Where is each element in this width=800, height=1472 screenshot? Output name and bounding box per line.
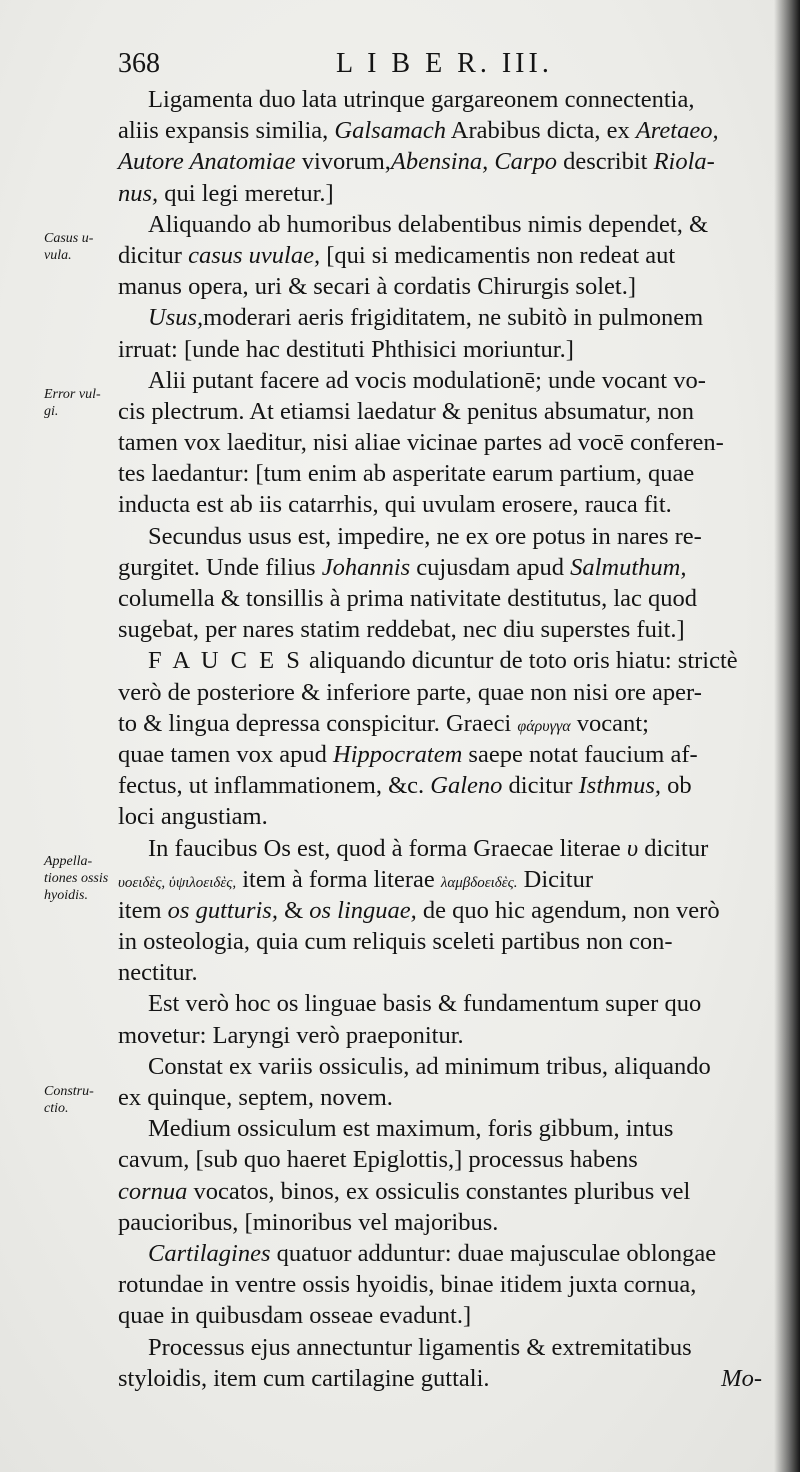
text-line: aliis expansis similia, Galsamach Arabibus dicta, ex Aretaeo, [118, 117, 719, 145]
text-line: item os gutturis, & os linguae, de quo hic agendum, non verò [118, 896, 720, 924]
text-line: quae tamen vox apud Hippocratem saepe notat faucium af- [118, 740, 698, 768]
margin-note-error-vulgi: Error vul- gi. [44, 387, 101, 419]
text-line: Est verò hoc os linguae basis & fundamentum super quo [148, 990, 702, 1018]
text-line: υοειδὲς, ὑψιλοειδὲς, item à forma literae λαμβδοειδὲς. Dicitur [118, 865, 594, 893]
text-line: In faucibus Os est, quod à forma Graecae literae υ dicitur [148, 834, 709, 862]
text-line: to & lingua depressa conspicitur. Graeci φάρυγγα vocant; [118, 709, 649, 737]
text-line: Processus ejus annectuntur ligamentis & extremitatibus [148, 1333, 692, 1361]
text-line: rotundae in ventre ossis hyoidis, binae itidem juxta cornua, [118, 1271, 697, 1299]
text-line: Constat ex variis ossiculis, ad minimum tribus, aliquando [148, 1052, 711, 1080]
margin-note-appellationes: Appella- tiones ossis hyoidis. [44, 854, 109, 903]
text-line: cornua vocatos, binos, ex ossiculis constantes pluribus vel [118, 1177, 691, 1205]
text-body [118, 84, 766, 1394]
margin-note-casus-uvulae: Casus u- vula. [44, 231, 94, 263]
text-line: ex quinque, septem, novem. [118, 1084, 393, 1111]
text-line: nectitur. [118, 959, 198, 987]
text-line: Aliquando ab humoribus delabentibus nimis dependet, & [148, 210, 709, 238]
text-line: movetur: Laryngi verò praeponitur. [118, 1021, 464, 1049]
text-line: Autore Anatomiae vivorum,Abensina, Carpo describit Riola- [118, 148, 715, 176]
margin-note-constructio: Constru- ctio. [44, 1084, 94, 1116]
text-line: verò de posteriore & inferiore parte, quae non nisi ore aper- [118, 678, 702, 706]
text-line: loci angustiam. [118, 803, 268, 831]
text-line: Medium ossiculum est maximum, foris gibbum, intus [148, 1115, 674, 1143]
text-line: Secundus usus est, impedire, ne ex ore potus in nares re- [148, 522, 702, 550]
text-line: manus opera, uri & secari à cordatis Chirurgis solet.] [118, 273, 636, 301]
text-line: F A U C E S aliquando dicuntur de toto oris hiatu: strictè [148, 647, 738, 675]
text-line: inducta est ab iis catarrhis, qui uvulam erosere, rauca fit. [118, 491, 672, 519]
text-line: irruat: [unde hac destituti Phthisici moriuntur.] [118, 335, 574, 363]
text-line: Cartilagines quatuor adduntur: duae majusculae oblongae [148, 1239, 717, 1267]
text-line: cis plectrum. At etiamsi laedatur & penitus absumatur, non [118, 397, 695, 425]
text-line: nus, qui legi meretur.] [118, 179, 334, 207]
text-line: quae in quibusdam osseae evadunt.] [118, 1302, 472, 1330]
text-line: styloidis, item cum cartilagine guttali. Mo- [118, 1364, 762, 1392]
page-edge-shadow [774, 0, 800, 1472]
running-head: L I B E R. III. [336, 48, 553, 79]
text-line: Alii putant facere ad vocis modulationē; unde vocant vo- [148, 366, 706, 394]
text-line: columella & tonsillis à prima nativitate destitutus, lac quod [118, 585, 698, 612]
text-line: tamen vox laeditur, nisi aliae vicinae partes ad vocē conferen- [118, 429, 724, 457]
text-line: gurgitet. Unde filius Johannis cujusdam apud Salmuthum, [118, 553, 687, 581]
text-line: cavum, [sub quo haeret Epiglottis,] processus habens [118, 1146, 638, 1174]
text-line: fectus, ut inflammationem, &c. Galeno dicitur Isthmus, ob [118, 772, 692, 800]
text-line: dicitur casus uvulae, [qui si medicamentis non redeat aut [118, 241, 676, 269]
text-line: Usus,moderari aeris frigiditatem, ne subitò in pulmonem [148, 304, 704, 332]
text-line: Ligamenta duo lata utrinque gargareonem connectentia, [148, 86, 695, 113]
page-number: 368 [118, 48, 160, 79]
text-line: in osteologia, quia cum reliquis sceleti partibus non con- [118, 928, 673, 956]
text-line: tes laedantur: [tum enim ab asperitate earum partium, quae [118, 460, 695, 488]
text-line: sugebat, per nares statim reddebat, nec diu superstes fuit.] [118, 616, 685, 644]
text-line: paucioribus, [minoribus vel majoribus. [118, 1208, 499, 1236]
page-header [118, 48, 758, 88]
